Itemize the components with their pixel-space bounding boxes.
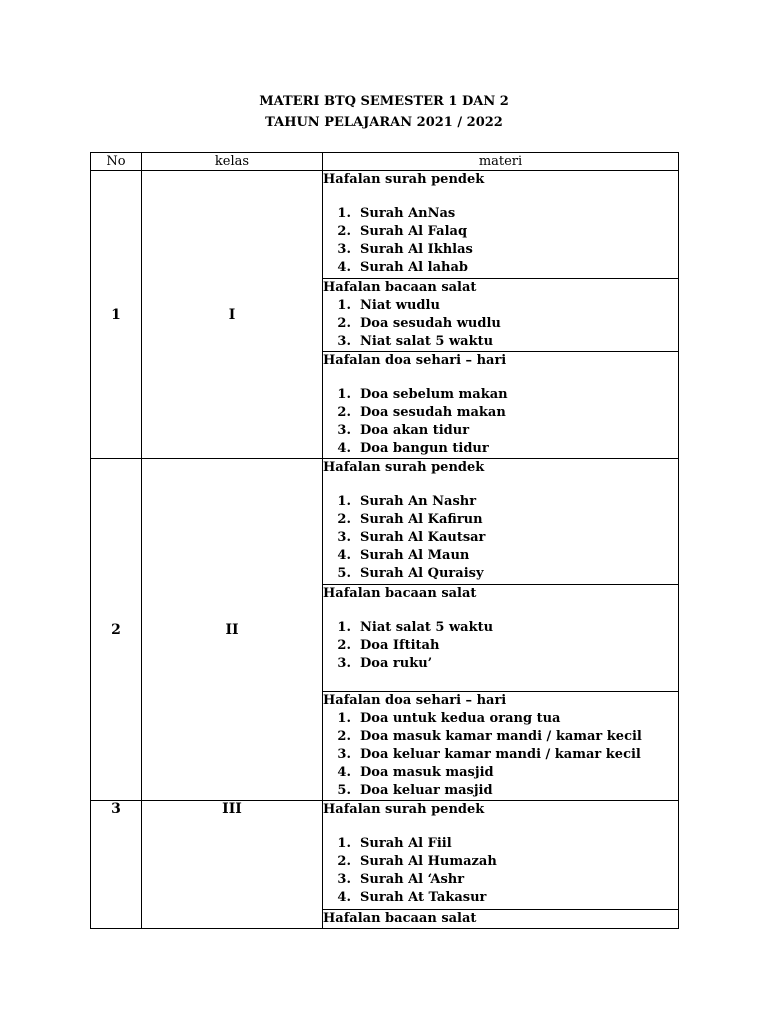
- list-item: 3. Surah Al Kautsar: [337, 530, 486, 545]
- list-item: 4. Surah Al Maun: [337, 548, 470, 563]
- list-item: 3. Surah Al Ikhlas: [337, 242, 473, 257]
- list-item: 1. Doa sebelum makan: [337, 387, 508, 402]
- list-item: 1. Surah An Nashr: [337, 494, 477, 509]
- header-materi: materi: [323, 153, 679, 171]
- list-item: 4. Surah At Takasur: [337, 890, 487, 905]
- list-item: 3. Doa akan tidur: [337, 423, 470, 438]
- document-title: MATERI BTQ SEMESTER 1 DAN 2: [259, 94, 509, 109]
- materi-section: [323, 352, 679, 459]
- list-item: 3. Niat salat 5 waktu: [337, 334, 494, 349]
- list-item: 5. Doa keluar masjid: [337, 783, 493, 798]
- materi-table: [90, 152, 679, 929]
- materi-section: [323, 279, 679, 352]
- row-kelas: I: [142, 171, 323, 459]
- section-title: Hafalan bacaan salat: [323, 280, 477, 295]
- list-item: 3. Doa keluar kamar mandi / kamar kecil: [337, 747, 641, 762]
- row-number: 1: [91, 171, 142, 459]
- list-item: 4. Doa bangun tidur: [337, 441, 489, 456]
- list-item: 5. Surah Al Quraisy: [337, 566, 484, 581]
- header-no: No: [91, 153, 142, 171]
- materi-section: [323, 910, 679, 929]
- list-item: 2. Doa Iftitah: [337, 638, 440, 653]
- list-item: 3. Doa ruku’: [337, 656, 433, 671]
- list-item: 2. Doa sesudah makan: [337, 405, 506, 420]
- materi-section: [323, 585, 679, 692]
- table-row: [91, 801, 679, 910]
- row-kelas: II: [142, 459, 323, 801]
- section-title: Hafalan doa sehari – hari: [323, 353, 507, 368]
- section-title: Hafalan bacaan salat: [323, 586, 477, 601]
- document-subtitle: TAHUN PELAJARAN 2021 / 2022: [265, 115, 503, 130]
- header-kelas: kelas: [142, 153, 323, 171]
- table-header-row: [91, 153, 679, 171]
- materi-section: [323, 459, 679, 585]
- row-number: 3: [91, 801, 142, 929]
- list-item: 1. Niat wudlu: [337, 298, 440, 313]
- list-item: 2. Surah Al Humazah: [337, 854, 497, 869]
- list-item: 1. Doa untuk kedua orang tua: [337, 711, 561, 726]
- section-title: Hafalan surah pendek: [323, 460, 485, 475]
- list-item: 4. Surah Al lahab: [337, 260, 468, 275]
- materi-section: [323, 171, 679, 279]
- materi-section: [323, 801, 679, 910]
- list-item: 2. Surah Al Falaq: [337, 224, 468, 239]
- section-title: Hafalan doa sehari – hari: [323, 693, 507, 708]
- list-item: 2. Doa masuk kamar mandi / kamar kecil: [337, 729, 642, 744]
- list-item: 1. Niat salat 5 waktu: [337, 620, 494, 635]
- row-kelas: III: [142, 801, 323, 929]
- list-item: 1. Surah AnNas: [337, 206, 456, 221]
- list-item: 2. Doa sesudah wudlu: [337, 316, 501, 331]
- list-item: 4. Doa masuk masjid: [337, 765, 494, 780]
- section-title: Hafalan bacaan salat: [323, 911, 477, 926]
- list-item: 1. Surah Al Fiil: [337, 836, 452, 851]
- list-item: 2. Surah Al Kafirun: [337, 512, 483, 527]
- list-item: 3. Surah Al ‘Ashr: [337, 872, 465, 887]
- table-row: [91, 171, 679, 279]
- table-row: [91, 459, 679, 585]
- row-number: 2: [91, 459, 142, 801]
- section-title: Hafalan surah pendek: [323, 802, 485, 817]
- section-title: Hafalan surah pendek: [323, 172, 485, 187]
- materi-section: [323, 692, 679, 801]
